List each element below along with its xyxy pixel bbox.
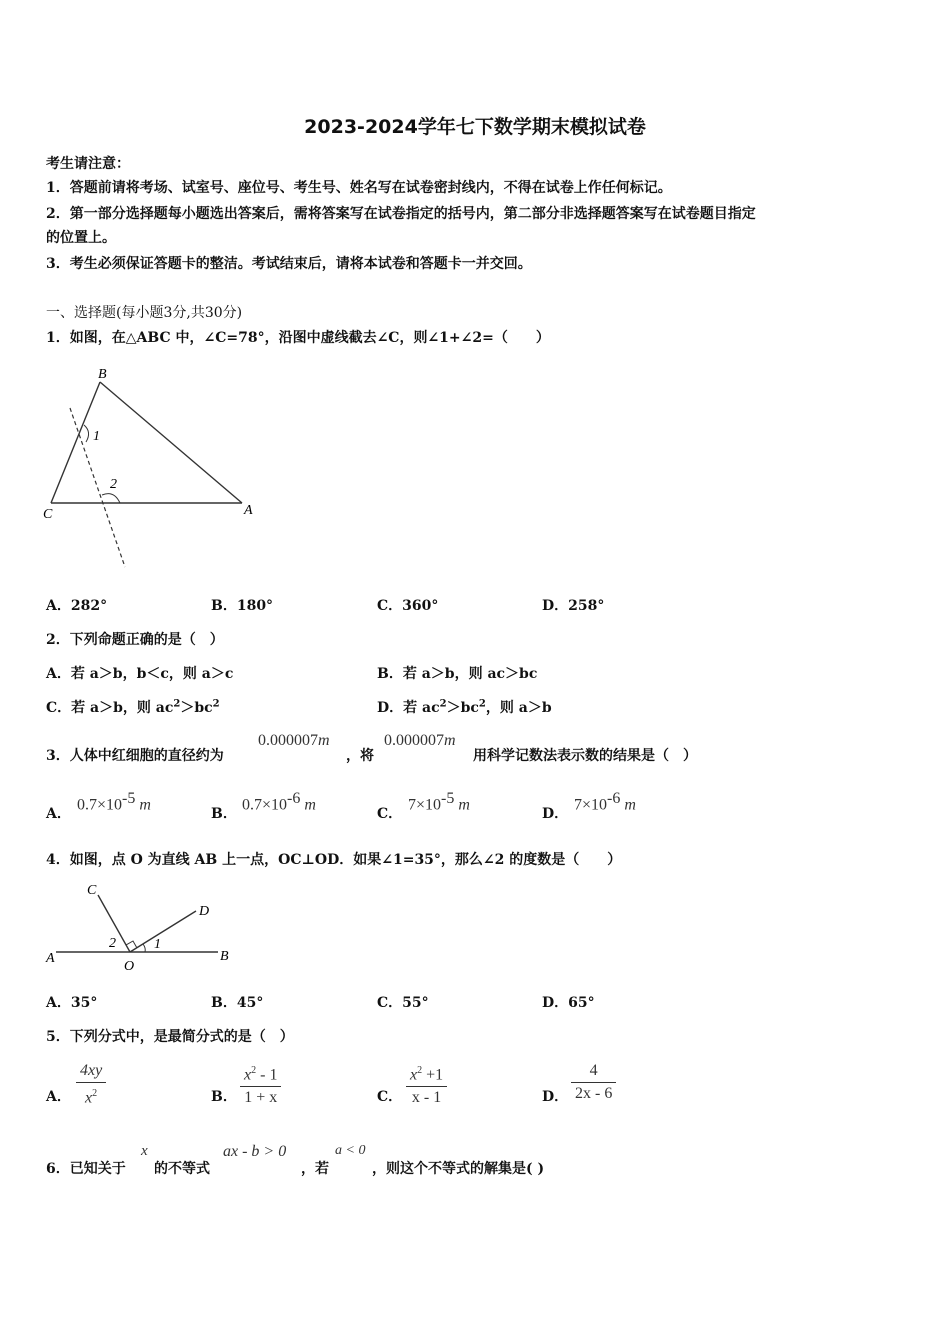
notice-item-2: 2．第一部分选择题每小题选出答案后，需将答案写在试卷指定的括号内，第二部分非选择题答案写在试卷题目指定 xyxy=(46,206,756,222)
q3-option-c-label[interactable]: C． xyxy=(377,806,403,822)
q4-option-d[interactable]: D．65° xyxy=(542,995,595,1011)
q1-label-b: B xyxy=(98,367,107,382)
notice-item-3: 3．考生必须保证答题卡的整洁。考试结束后，请将本试卷和答题卡一并交回。 xyxy=(46,256,532,272)
q3-text-mid: ，将 xyxy=(346,748,374,764)
q6-text-post: ，则这个不等式的解集是( ) xyxy=(372,1161,545,1177)
q3-value-2: 0.000007m xyxy=(384,732,456,749)
q1-text: 1．如图，在△ABC 中，∠C=78°，沿图中虚线截去∠C，则∠1+∠2=（ ） xyxy=(46,330,550,346)
q5-text: 5．下列分式中，是最简分式的是（ ） xyxy=(46,1029,294,1045)
q4-label-1: 1 xyxy=(154,937,161,952)
q5-option-c-fraction: $\frac{x^2 +1}{x - 1}$ xyxy=(406,1060,447,1109)
q1-triangle xyxy=(51,382,242,503)
q1-option-b[interactable]: B．180° xyxy=(211,598,274,614)
q5-option-c-label[interactable]: C． xyxy=(377,1089,403,1105)
q4-option-c[interactable]: C．55° xyxy=(377,995,429,1011)
q5-option-a-fraction: $\frac{4xy}{x^2}$ xyxy=(76,1060,106,1109)
q6-text-mid2: ，若 xyxy=(301,1161,329,1177)
q3-option-d-value: $7\times 10^{-6}$ m xyxy=(574,790,636,814)
q3-option-a-label[interactable]: A． xyxy=(46,806,71,822)
q6-inequality: ax - b > 0 xyxy=(223,1143,287,1160)
q6-text-pre: 6．已知关于 xyxy=(46,1161,126,1177)
q1-angle-1-arc xyxy=(84,425,89,442)
q5-option-b-fraction: $\frac{x^2 - 1}{1 + x}$ xyxy=(240,1060,281,1109)
q4-option-b[interactable]: B．45° xyxy=(211,995,264,1011)
q1-angle-2-arc xyxy=(102,494,120,503)
q1-option-a[interactable]: A．282° xyxy=(46,598,108,614)
q5-option-b-label[interactable]: B． xyxy=(211,1089,237,1105)
notice-heading: 考生请注意： xyxy=(46,156,130,172)
q1-triangle-figure xyxy=(40,362,270,572)
q1-option-d[interactable]: D．258° xyxy=(542,598,605,614)
q3-option-a-value: $0.7\times 10^{-5}$ m xyxy=(77,790,151,814)
q3-text-post: 用科学记数法表示数的结果是（ ） xyxy=(473,748,697,764)
q2-option-d[interactable]: D．若 $ac^2>bc^2$，则 a＞b xyxy=(377,698,552,716)
q3-text-pre: 3．人体中红细胞的直径约为 xyxy=(46,748,224,764)
q3-value-1: 0.000007m xyxy=(258,732,330,749)
q4-label-2: 2 xyxy=(109,936,116,951)
q4-ray-od xyxy=(130,911,196,952)
q4-angle-figure xyxy=(40,876,240,976)
q1-label-2: 2 xyxy=(110,477,117,492)
q4-label-o: O xyxy=(124,959,135,974)
q6-variable: x xyxy=(141,1143,148,1159)
q4-angle-1-arc xyxy=(143,944,145,952)
q5-option-d-fraction: $\frac{4}{2x - 6}$ xyxy=(571,1060,616,1105)
q1-option-c[interactable]: C．360° xyxy=(377,598,439,614)
q2-text: 2．下列命题正确的是（ ） xyxy=(46,632,224,648)
q3-option-b-label[interactable]: B． xyxy=(211,806,237,822)
q2-option-b[interactable]: B．若 a＞b，则 ac＞bc xyxy=(377,666,538,682)
q4-label-d: D xyxy=(199,904,210,919)
q3-option-b-value: $0.7\times 10^{-6}$ m xyxy=(242,790,316,814)
q2-option-a[interactable]: A．若 a＞b，b＜c，则 a＞c xyxy=(46,666,234,682)
q4-label-c: C xyxy=(87,883,97,898)
q6-text-mid1: 的不等式 xyxy=(154,1161,210,1177)
q1-label-1: 1 xyxy=(93,429,100,444)
q3-option-c-value: $7\times 10^{-5}$ m xyxy=(408,790,470,814)
q1-label-c: C xyxy=(43,507,53,522)
q4-label-b: B xyxy=(220,949,229,964)
q6-condition: a < 0 xyxy=(335,1143,366,1158)
q4-label-a: A xyxy=(46,951,55,966)
q5-option-d-label[interactable]: D． xyxy=(542,1089,569,1105)
q5-option-a-label[interactable]: A． xyxy=(46,1089,71,1105)
q2-option-c[interactable]: C．若 a＞b，则 $ac^2>bc^2$ xyxy=(46,698,220,716)
q4-text: 4．如图，点 O 为直线 AB 上一点，OC⊥OD．如果∠1=35°，那么∠2 的度数是（ ） xyxy=(46,852,622,868)
page-title: 2023-2024学年七下数学期末模拟试卷 xyxy=(304,116,646,138)
notice-item-1: 1．答题前请将考场、试室号、座位号、考生号、姓名写在试卷密封线内，不得在试卷上作任何标记。 xyxy=(46,180,672,196)
q3-option-d-label[interactable]: D． xyxy=(542,806,569,822)
q4-option-a[interactable]: A．35° xyxy=(46,995,98,1011)
section-heading: 一、选择题(每小题3分,共30分) xyxy=(46,305,243,321)
notice-item-2-cont: 的位置上。 xyxy=(46,230,116,246)
q1-label-a: A xyxy=(244,503,253,518)
